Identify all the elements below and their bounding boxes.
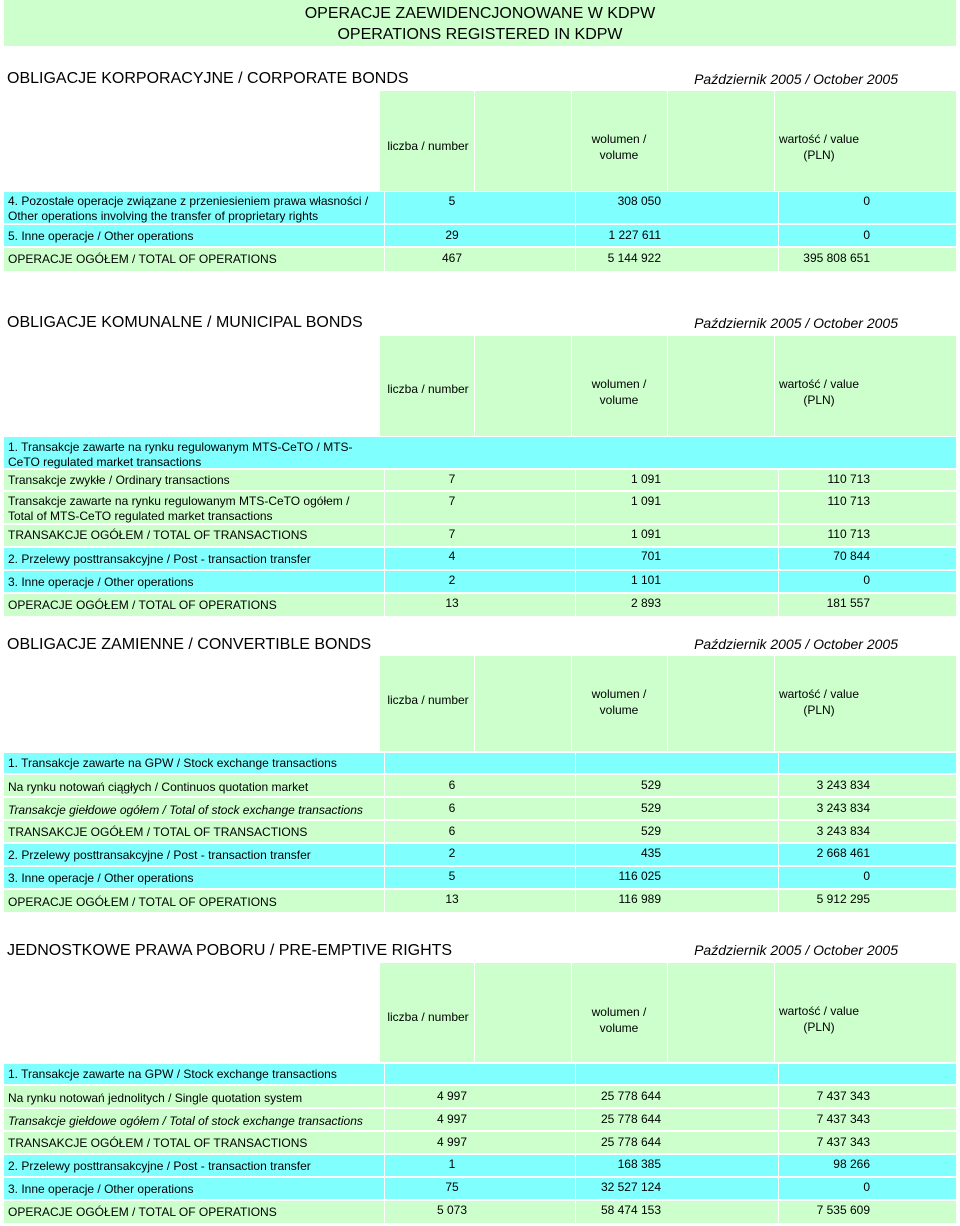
table-row-total (4, 594, 956, 616)
column-count-header: liczba / number (387, 1010, 469, 1024)
table-row (4, 571, 956, 592)
section-date-corporate: Październik 2005 / October 2005 (694, 71, 898, 87)
table-row (4, 798, 956, 819)
row-value: 0 (863, 228, 870, 242)
row-value: 7 437 343 (816, 1135, 870, 1149)
row-count: 29 (445, 228, 459, 242)
row-label: TRANSAKCJE OGÓŁEM / TOTAL OF TRANSACTIONS (8, 825, 308, 839)
row-count: 7 (448, 527, 456, 541)
row-label: OPERACJE OGÓŁEM / TOTAL OF OPERATIONS (8, 895, 277, 909)
row-volume: 308 050 (617, 194, 661, 208)
column-volume-header: wolumen / volume (591, 1005, 647, 1035)
row-value: 110 713 (827, 494, 870, 508)
row-count: 1 (448, 1157, 456, 1171)
section-date-convertible: Październik 2005 / October 2005 (694, 636, 898, 652)
row-label: 2. Przelewy posttransakcyjne / Post - transaction transfer (8, 1159, 311, 1173)
table-row (4, 492, 956, 523)
column-count-header: liczba / number (387, 382, 469, 396)
row-label: 2. Przelewy posttransakcyjne / Post - transaction transfer (8, 848, 311, 862)
section-date-rights: Październik 2005 / October 2005 (694, 942, 898, 958)
row-value: 7 437 343 (816, 1089, 870, 1103)
row-count: 5 (448, 194, 456, 208)
row-label: Transakcje giełdowe ogółem / Total of stock exchange transactions (8, 803, 363, 817)
row-volume: 168 385 (617, 1157, 661, 1171)
row-value: 2 668 461 (816, 846, 870, 860)
row-value: 3 243 834 (816, 778, 870, 792)
row-volume: 116 025 (618, 869, 661, 883)
row-count: 7 (448, 472, 456, 486)
row-label: Transakcje zawarte na rynku regulowanym MTS-CeTO ogółem / Total of MTS-CeTO regulated market transactions (8, 494, 350, 523)
row-count: 13 (445, 596, 459, 610)
row-value: 5 912 295 (816, 892, 870, 906)
row-volume: 1 091 (630, 472, 661, 486)
table-row-subheader (4, 437, 956, 468)
row-label: OPERACJE OGÓŁEM / TOTAL OF OPERATIONS (8, 252, 277, 266)
table-row (4, 1155, 956, 1176)
row-volume: 5 144 922 (607, 251, 661, 265)
table-row-total (4, 248, 956, 271)
row-count: 13 (445, 892, 459, 906)
row-count: 6 (448, 824, 456, 838)
row-volume: 529 (640, 778, 661, 792)
table-row (4, 844, 956, 865)
table-row-total (4, 890, 956, 912)
row-label: TRANSAKCJE OGÓŁEM / TOTAL OF TRANSACTIONS (8, 528, 308, 542)
row-value: 181 557 (826, 596, 870, 610)
row-label: 3. Inne operacje / Other operations (8, 871, 194, 885)
table-row-subheader (4, 753, 956, 773)
column-count-header: liczba / number (387, 139, 469, 153)
table-row-subheader (4, 1064, 956, 1084)
column-value-header: wartość / value (PLN) (778, 1004, 860, 1034)
row-volume: 25 778 644 (600, 1089, 661, 1103)
table-row (4, 867, 956, 888)
row-value: 0 (863, 869, 870, 883)
row-volume: 2 893 (630, 596, 661, 610)
row-volume: 32 527 124 (600, 1180, 661, 1194)
row-label: 1. Transakcje zawarte na rynku regulowanym MTS-CeTO / MTS- CeTO regulated market transactions (8, 440, 353, 469)
row-value: 70 844 (833, 549, 870, 563)
row-value: 0 (863, 1180, 870, 1194)
table-row (4, 470, 956, 490)
table-row (4, 821, 956, 842)
row-label: Na rynku notowań jednolitych / Single quotation system (8, 1091, 303, 1105)
row-label: 3. Inne operacje / Other operations (8, 1182, 194, 1196)
table-row (4, 1109, 956, 1130)
table-row (4, 1178, 956, 1199)
row-volume: 58 474 153 (600, 1203, 661, 1217)
row-volume: 529 (640, 801, 661, 815)
column-count-header: liczba / number (387, 693, 469, 707)
table-row (4, 225, 956, 246)
table-row (4, 1086, 956, 1107)
row-count: 5 073 (436, 1203, 468, 1217)
row-value: 98 266 (833, 1157, 870, 1171)
page-title-line2: OPERATIONS REGISTERED IN KDPW (337, 26, 623, 43)
row-count: 4 997 (436, 1135, 468, 1149)
page-title (4, 0, 956, 46)
row-count: 7 (448, 494, 456, 508)
section-title-convertible: OBLIGACJE ZAMIENNE / CONVERTIBLE BONDS (7, 636, 372, 653)
row-volume: 1 091 (630, 494, 661, 508)
row-label: OPERACJE OGÓŁEM / TOTAL OF OPERATIONS (8, 1205, 277, 1219)
table-row (4, 548, 956, 569)
row-value: 7 535 609 (816, 1203, 870, 1217)
row-label: Transakcje zwykłe / Ordinary transactions (8, 473, 230, 487)
row-count: 4 997 (436, 1112, 468, 1126)
row-label: 4. Pozostałe operacje związane z przeniesieniem prawa własności / Other operations involving the transfer of proprietary rights (8, 194, 369, 223)
row-volume: 435 (640, 846, 661, 860)
row-count: 6 (448, 778, 456, 792)
row-value: 110 713 (827, 527, 870, 541)
row-value: 3 243 834 (816, 824, 870, 838)
column-value-header: wartość / value (PLN) (778, 687, 860, 717)
row-label: 1. Transakcje zawarte na GPW / Stock exchange transactions (8, 756, 337, 770)
row-count: 2 (448, 573, 456, 587)
row-volume: 1 227 611 (608, 228, 661, 242)
row-label: 1. Transakcje zawarte na GPW / Stock exchange transactions (8, 1067, 337, 1081)
row-value: 110 713 (827, 472, 870, 486)
row-label: 5. Inne operacje / Other operations (8, 229, 194, 243)
table-row-total (4, 1201, 956, 1223)
row-count: 2 (448, 846, 456, 860)
row-volume: 529 (640, 824, 661, 838)
row-count: 467 (441, 251, 463, 265)
section-title-rights: JEDNOSTKOWE PRAWA POBORU / PRE-EMPTIVE RIGHTS (7, 942, 453, 959)
column-volume-header: wolumen / volume (591, 132, 647, 162)
row-label: OPERACJE OGÓŁEM / TOTAL OF OPERATIONS (8, 598, 277, 612)
column-value-header: wartość / value (PLN) (778, 132, 860, 162)
column-value-header: wartość / value (PLN) (778, 377, 860, 407)
table-row (4, 192, 956, 223)
row-volume: 25 778 644 (600, 1112, 661, 1126)
table-row (4, 775, 956, 796)
row-value: 7 437 343 (816, 1112, 870, 1126)
column-volume-header: wolumen / volume (591, 377, 647, 407)
section-date-municipal: Październik 2005 / October 2005 (694, 315, 898, 331)
row-volume: 1 091 (630, 527, 661, 541)
row-value: 395 808 651 (803, 251, 870, 265)
section-title-municipal: OBLIGACJE KOMUNALNE / MUNICIPAL BONDS (7, 314, 363, 331)
row-label: 2. Przelewy posttransakcyjne / Post - transaction transfer (8, 552, 311, 566)
row-label: Na rynku notowań ciągłych / Continuos quotation market (8, 780, 309, 794)
row-volume: 116 989 (618, 892, 661, 906)
row-value: 0 (863, 194, 870, 208)
row-volume: 701 (640, 549, 661, 563)
row-volume: 25 778 644 (600, 1135, 661, 1149)
row-label: Transakcje giełdowe ogółem / Total of stock exchange transactions (8, 1114, 363, 1128)
row-value: 0 (863, 573, 870, 587)
row-volume: 1 101 (630, 573, 661, 587)
page-title-line1: OPERACJE ZAEWIDENCJONOWANE W KDPW (304, 5, 656, 22)
row-label: TRANSAKCJE OGÓŁEM / TOTAL OF TRANSACTIONS (8, 1136, 308, 1150)
row-count: 4 (448, 549, 456, 563)
row-label: 3. Inne operacje / Other operations (8, 575, 194, 589)
table-row (4, 525, 956, 546)
column-volume-header: wolumen / volume (591, 687, 647, 717)
row-count: 75 (445, 1180, 459, 1194)
row-count: 6 (448, 801, 456, 815)
row-count: 4 997 (436, 1089, 468, 1103)
table-row (4, 1132, 956, 1153)
row-value: 3 243 834 (816, 801, 870, 815)
row-count: 5 (448, 869, 456, 883)
section-title-corporate: OBLIGACJE KORPORACYJNE / CORPORATE BONDS (7, 70, 409, 87)
